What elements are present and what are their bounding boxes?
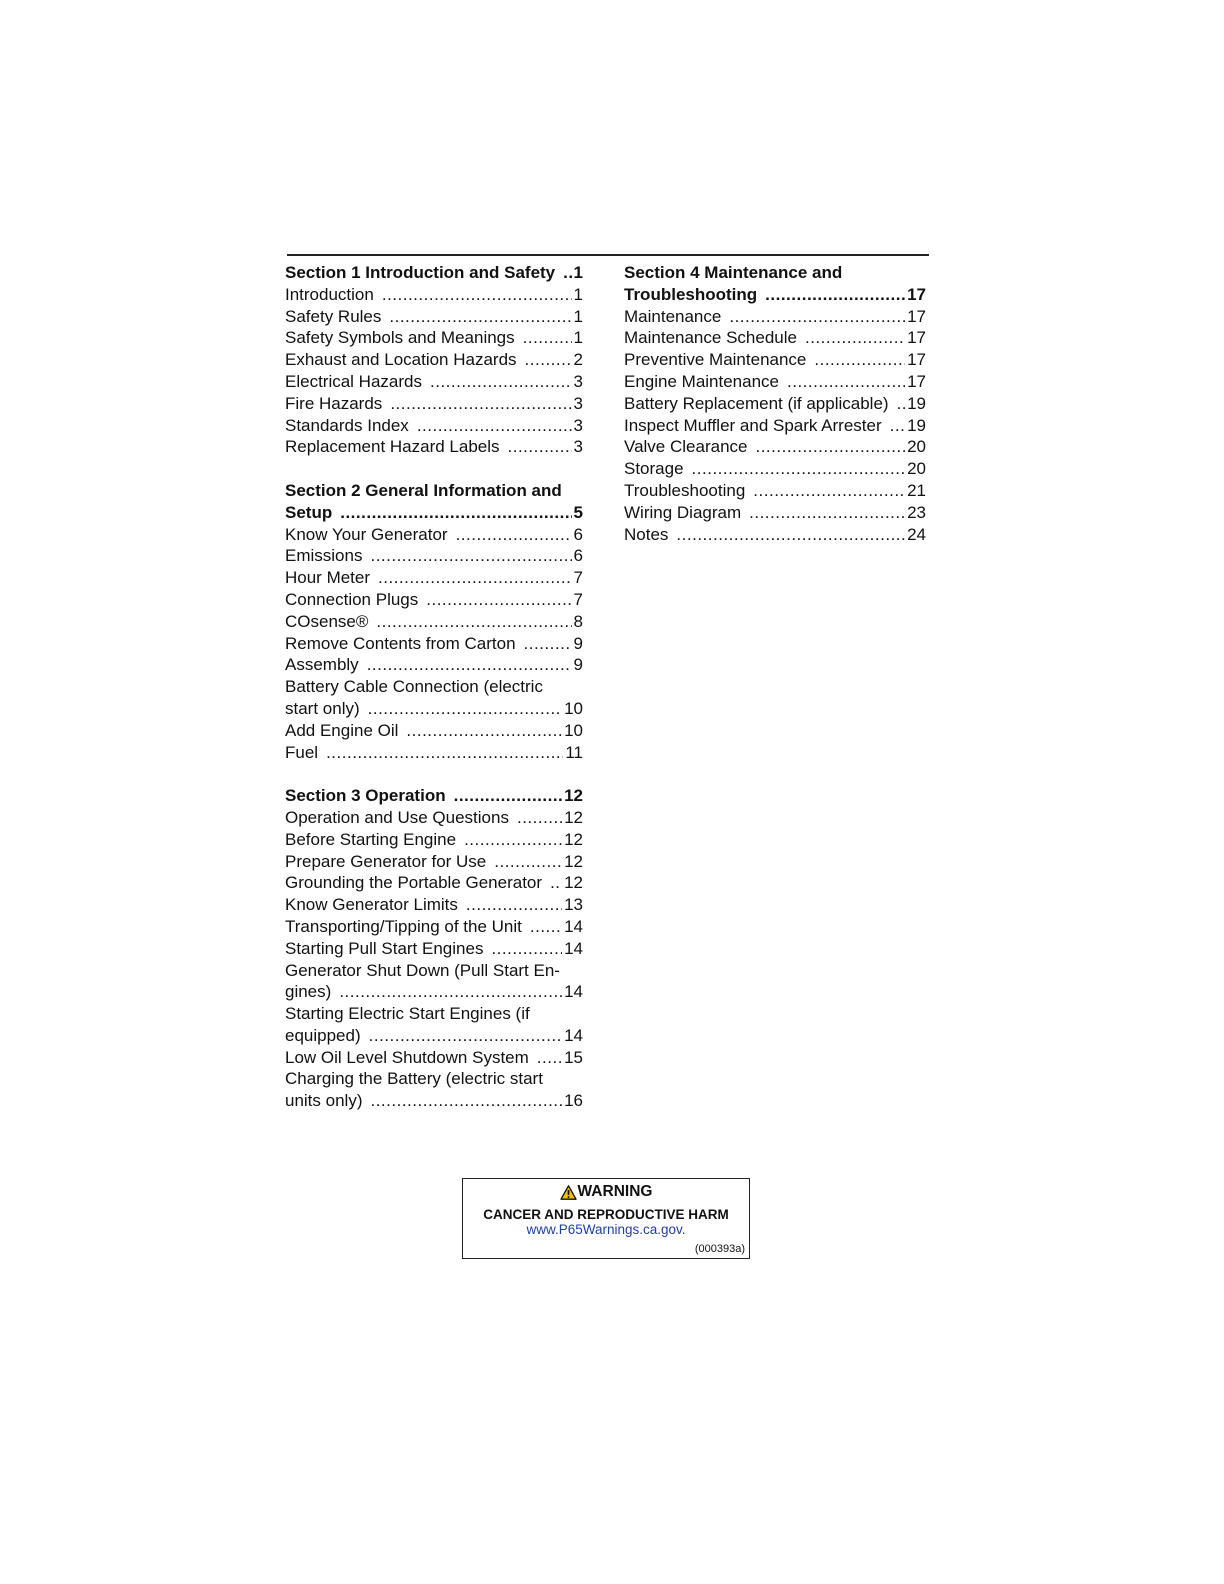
toc-dot-leader xyxy=(749,502,905,524)
toc-section-heading[interactable] xyxy=(624,262,926,284)
toc-page-number: 17 xyxy=(907,306,926,326)
toc-entry[interactable] xyxy=(624,502,926,524)
toc-entry-title: Engine Maintenance xyxy=(624,371,780,391)
toc-entry-title: Troubleshooting xyxy=(624,284,758,304)
toc-page-number: 20 xyxy=(907,459,926,479)
toc-page-number: 21 xyxy=(907,480,926,500)
toc-entry[interactable] xyxy=(285,393,583,415)
toc-dot-leader xyxy=(326,742,563,764)
toc-entry-title: Operation and Use Questions xyxy=(285,807,509,827)
toc-entry-title: equipped) xyxy=(285,1025,361,1045)
toc-entry-title: Maintenance Schedule xyxy=(624,328,797,348)
toc-entry[interactable] xyxy=(285,436,583,458)
toc-entry-title: Maintenance xyxy=(624,306,722,326)
toc-entry[interactable] xyxy=(285,851,583,873)
toc-entry[interactable] xyxy=(285,829,583,851)
toc-page-number: 12 xyxy=(564,829,583,849)
toc-dot-leader xyxy=(464,829,562,851)
toc-entry-title: Charging the Battery (electric start xyxy=(285,1069,543,1089)
toc-page-number: 10 xyxy=(564,698,583,718)
toc-entry[interactable] xyxy=(285,349,583,371)
toc-dot-leader xyxy=(368,698,562,720)
warning-link[interactable]: www.P65Warnings.ca.gov. xyxy=(526,1222,686,1237)
toc-entry-title: Section 1 Introduction and Safety xyxy=(285,263,556,282)
toc-dot-leader xyxy=(524,633,572,655)
toc-page-number: 16 xyxy=(564,1091,583,1111)
toc-entry-title: Starting Pull Start Engines xyxy=(285,938,484,958)
toc-entry-title: Electrical Hazards xyxy=(285,371,422,391)
toc-page-number: 3 xyxy=(573,415,583,435)
toc-section-heading[interactable] xyxy=(285,480,583,502)
toc-page-number: 1 xyxy=(573,263,583,282)
toc-entry[interactable] xyxy=(285,807,583,829)
toc-entry[interactable] xyxy=(285,284,583,306)
toc-dot-leader xyxy=(494,851,562,873)
toc-page-number: 23 xyxy=(907,502,926,522)
toc-entry[interactable] xyxy=(285,327,583,349)
toc-entry-title: Battery Replacement (if applicable) xyxy=(624,393,889,413)
toc-page-number: 2 xyxy=(573,350,583,370)
toc-entry[interactable] xyxy=(624,306,926,328)
toc-entry[interactable] xyxy=(285,894,583,916)
toc-entry[interactable] xyxy=(285,698,583,720)
toc-page-number: 1 xyxy=(573,328,583,348)
toc-page-number: 1 xyxy=(573,284,583,304)
toc-page-number: 8 xyxy=(573,611,583,631)
toc-page-number: 14 xyxy=(564,982,583,1002)
toc-page-number: 9 xyxy=(573,633,583,653)
toc-entry[interactable] xyxy=(285,633,583,655)
toc-entry[interactable] xyxy=(285,1025,583,1047)
toc-page-number: 7 xyxy=(573,589,583,609)
toc-entry[interactable] xyxy=(285,415,583,437)
toc-entry-title: Inspect Muffler and Spark Arrester xyxy=(624,415,882,435)
toc-page-number: 3 xyxy=(573,371,583,391)
toc-entry[interactable] xyxy=(285,371,583,393)
toc-entry[interactable] xyxy=(624,458,926,480)
toc-page-number: 10 xyxy=(564,720,583,740)
toc-entry-title: Preventive Maintenance xyxy=(624,350,807,370)
warning-heading xyxy=(463,1183,749,1201)
toc-dot-leader xyxy=(550,872,562,894)
toc-entry[interactable] xyxy=(285,1003,583,1025)
toc-page-number: 3 xyxy=(573,393,583,413)
toc-entry-title: Before Starting Engine xyxy=(285,829,457,849)
toc-dot-leader xyxy=(367,654,572,676)
toc-dot-leader xyxy=(491,938,562,960)
warning-subtitle: CANCER AND REPRODUCTIVE HARM xyxy=(483,1207,729,1222)
toc-entry[interactable] xyxy=(624,415,926,437)
toc-dot-leader xyxy=(340,502,571,524)
toc-entry-title: Connection Plugs xyxy=(285,589,419,609)
toc-dot-leader xyxy=(508,436,572,458)
toc-page-number: 5 xyxy=(573,502,583,522)
toc-dot-leader xyxy=(676,524,905,546)
toc-entry-title: COsense® xyxy=(285,611,369,631)
toc-page-number: 12 xyxy=(564,873,583,893)
toc-section xyxy=(285,785,583,1112)
toc-dot-leader xyxy=(755,436,905,458)
toc-dot-leader xyxy=(525,349,572,371)
toc-entry-title: Valve Clearance xyxy=(624,437,748,457)
toc-entry[interactable] xyxy=(624,480,926,502)
toc-entry[interactable] xyxy=(285,1047,583,1069)
toc-entry-title: Standards Index xyxy=(285,415,409,435)
toc-entry-title: Troubleshooting xyxy=(624,480,746,500)
toc-page-number: 14 xyxy=(564,1025,583,1045)
toc-dot-leader xyxy=(805,327,905,349)
toc-page-number: 12 xyxy=(564,807,583,827)
toc-entry[interactable] xyxy=(285,960,583,982)
warning-code: (000393a) xyxy=(694,1243,745,1255)
toc-dot-leader xyxy=(339,981,562,1003)
toc-entry-title: Replacement Hazard Labels xyxy=(285,437,500,457)
toc-dot-leader xyxy=(370,545,571,567)
toc-dot-leader xyxy=(814,349,905,371)
toc-dot-leader xyxy=(406,720,562,742)
toc-page-number: 7 xyxy=(573,568,583,588)
toc-entry[interactable] xyxy=(285,938,583,960)
toc-entry[interactable] xyxy=(285,589,583,611)
toc-entry[interactable] xyxy=(285,502,583,524)
toc-entry-title: Wiring Diagram xyxy=(624,502,742,522)
toc-page-number: 14 xyxy=(564,916,583,936)
toc-entry-title: Low Oil Level Shutdown System xyxy=(285,1047,529,1067)
toc-entry-title: units only) xyxy=(285,1091,363,1111)
warning-triangle-icon xyxy=(560,1185,577,1200)
toc-entry-title: Notes xyxy=(624,524,669,544)
toc-dot-leader xyxy=(456,524,572,546)
toc-section xyxy=(285,262,583,458)
toc-page-number: 9 xyxy=(573,655,583,675)
toc-entry[interactable] xyxy=(285,1068,583,1090)
toc-entry-title: Section 4 Maintenance and xyxy=(624,263,843,282)
toc-section-heading[interactable] xyxy=(285,785,583,807)
toc-dot-leader xyxy=(692,458,906,480)
toc-entry-title: Fire Hazards xyxy=(285,393,383,413)
toc-page-number: 14 xyxy=(564,938,583,958)
toc-dot-leader xyxy=(389,306,571,328)
toc-dot-leader xyxy=(537,1047,562,1069)
toc-dot-leader xyxy=(426,589,571,611)
toc-page-number: 3 xyxy=(573,437,583,457)
toc-dot-leader xyxy=(523,327,572,349)
toc-dot-leader xyxy=(382,284,572,306)
toc-dot-leader xyxy=(897,393,906,415)
toc-entry-title: Safety Symbols and Meanings xyxy=(285,328,515,348)
toc-entry[interactable] xyxy=(624,371,926,393)
toc-entry-title: Add Engine Oil xyxy=(285,720,399,740)
toc-dot-leader xyxy=(563,262,571,284)
toc-entry-title: Setup xyxy=(285,502,333,522)
toc-dot-leader xyxy=(765,284,905,306)
toc-page-number: 1 xyxy=(573,306,583,326)
toc-entry-title: Starting Electric Start Engines (if xyxy=(285,1004,530,1024)
toc-dot-leader xyxy=(530,916,562,938)
toc-entry-title: Remove Contents from Carton xyxy=(285,633,516,653)
warning-title: WARNING xyxy=(577,1183,653,1200)
toc-page-number: 19 xyxy=(907,415,926,435)
toc-entry[interactable] xyxy=(285,916,583,938)
toc-entry[interactable] xyxy=(624,284,926,306)
toc-entry-title: Section 2 General Information and xyxy=(285,480,562,500)
toc-entry[interactable] xyxy=(285,654,583,676)
toc-entry[interactable] xyxy=(624,349,926,371)
toc-entry[interactable] xyxy=(285,742,583,764)
toc-dot-leader xyxy=(417,415,572,437)
toc-dot-leader xyxy=(517,807,562,829)
toc-page-number: 13 xyxy=(564,895,583,915)
toc-entry-title: Battery Cable Connection (electric xyxy=(285,677,543,697)
toc-page-number: 6 xyxy=(573,546,583,566)
toc-dot-leader xyxy=(378,567,572,589)
toc-entry[interactable] xyxy=(624,327,926,349)
toc-page-number: 17 xyxy=(907,328,926,348)
toc-dot-leader xyxy=(787,371,905,393)
toc-entry-title: Prepare Generator for Use xyxy=(285,851,487,871)
toc-section xyxy=(285,480,583,763)
toc-page-number: 6 xyxy=(573,524,583,544)
toc-entry[interactable] xyxy=(285,611,583,633)
toc-page-number: 19 xyxy=(907,393,926,413)
toc-entry[interactable] xyxy=(285,567,583,589)
toc-dot-leader xyxy=(430,371,572,393)
toc-entry-title: Section 3 Operation xyxy=(285,786,446,806)
toc-page-number: 12 xyxy=(564,851,583,871)
toc-entry-title: Transporting/Tipping of the Unit xyxy=(285,916,522,936)
toc-entry-title: Know Your Generator xyxy=(285,524,448,544)
toc-entry[interactable] xyxy=(285,545,583,567)
toc-section xyxy=(624,262,926,545)
toc-dot-leader xyxy=(390,393,571,415)
toc-entry-title: Safety Rules xyxy=(285,306,382,326)
toc-entry-title: Storage xyxy=(624,459,684,479)
toc-page-number: 15 xyxy=(564,1047,583,1067)
toc-entry-title: Fuel xyxy=(285,742,319,762)
toc-entry-title: start only) xyxy=(285,698,360,718)
toc-entry[interactable] xyxy=(285,676,583,698)
toc-right-column xyxy=(624,262,926,567)
toc-entry[interactable] xyxy=(285,981,583,1003)
toc-dot-leader xyxy=(729,306,905,328)
toc-page-number: 17 xyxy=(907,284,926,304)
toc-entry-title: Exhaust and Location Hazards xyxy=(285,350,517,370)
toc-dot-leader xyxy=(376,611,571,633)
toc-entry[interactable] xyxy=(285,1090,583,1112)
toc-page-number: 17 xyxy=(907,350,926,370)
toc-entry-title: Grounding the Portable Generator xyxy=(285,873,543,893)
toc-entry[interactable] xyxy=(285,872,583,894)
toc-entry[interactable] xyxy=(624,393,926,415)
toc-dot-leader xyxy=(890,415,905,437)
toc-entry[interactable] xyxy=(624,524,926,546)
toc-dot-leader xyxy=(753,480,905,502)
toc-section-heading[interactable] xyxy=(285,262,583,284)
toc-page-number: 20 xyxy=(907,437,926,457)
toc-entry[interactable] xyxy=(285,720,583,742)
header-rule xyxy=(287,254,929,256)
toc-entry[interactable] xyxy=(285,524,583,546)
toc-entry-title: Emissions xyxy=(285,546,363,566)
toc-page-number: 17 xyxy=(907,371,926,391)
toc-entry[interactable] xyxy=(624,436,926,458)
toc-entry-title: Introduction xyxy=(285,284,374,304)
toc-entry-title: Hour Meter xyxy=(285,568,371,588)
toc-dot-leader xyxy=(466,894,562,916)
toc-dot-leader xyxy=(370,1090,562,1112)
toc-entry-title: Know Generator Limits xyxy=(285,895,458,915)
toc-left-column xyxy=(285,262,583,1134)
toc-page-number: 11 xyxy=(565,742,583,762)
toc-entry-title: Assembly xyxy=(285,655,359,675)
toc-dot-leader xyxy=(454,785,562,807)
toc-page-number: 24 xyxy=(907,524,926,544)
toc-page-number: 12 xyxy=(564,786,583,806)
toc-entry-title: Generator Shut Down (Pull Start En- xyxy=(285,960,560,980)
toc-entry[interactable] xyxy=(285,306,583,328)
toc-entry-title: gines) xyxy=(285,982,332,1002)
toc-dot-leader xyxy=(369,1025,562,1047)
prop65-warning-box xyxy=(462,1178,750,1259)
